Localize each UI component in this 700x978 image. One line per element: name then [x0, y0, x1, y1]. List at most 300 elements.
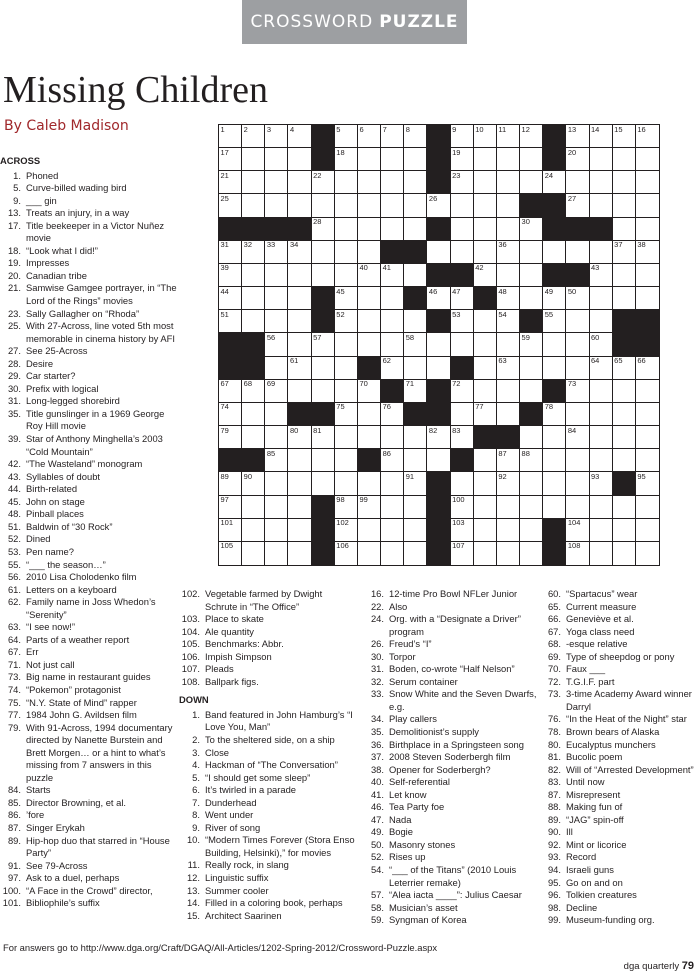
answers-link[interactable]: For answers go to http://www.dga.org/Craft/DGAQ/All-Articles/1202-Spring-2012/Crossword-Puzzle.aspx	[3, 942, 438, 953]
grid-cell[interactable]	[381, 125, 404, 148]
grid-cell[interactable]	[520, 519, 543, 542]
grid-cell[interactable]	[242, 171, 265, 194]
grid-cell[interactable]	[335, 264, 358, 287]
grid-cell[interactable]	[636, 148, 659, 171]
grid-cell[interactable]	[474, 496, 497, 519]
grid-cell[interactable]	[497, 472, 520, 495]
grid-cell[interactable]	[590, 542, 613, 565]
grid-cell[interactable]	[590, 171, 613, 194]
grid-cell[interactable]	[404, 357, 427, 380]
grid-cell[interactable]	[590, 125, 613, 148]
grid-cell[interactable]	[520, 357, 543, 380]
grid-cell[interactable]	[381, 449, 404, 472]
grid-cell[interactable]	[520, 125, 543, 148]
grid-cell[interactable]	[404, 496, 427, 519]
grid-cell[interactable]	[613, 403, 636, 426]
grid-cell[interactable]	[451, 194, 474, 217]
grid-cell[interactable]	[404, 148, 427, 171]
grid-cell[interactable]	[520, 287, 543, 310]
grid-cell[interactable]	[242, 125, 265, 148]
grid-cell[interactable]	[451, 241, 474, 264]
grid-cell[interactable]	[242, 426, 265, 449]
grid-cell[interactable]	[590, 194, 613, 217]
grid-cell[interactable]	[312, 218, 335, 241]
grid-cell[interactable]	[312, 472, 335, 495]
grid-cell[interactable]	[566, 194, 589, 217]
grid-cell[interactable]	[613, 380, 636, 403]
grid-cell[interactable]	[474, 310, 497, 333]
grid-cell[interactable]	[497, 148, 520, 171]
grid-cell[interactable]	[636, 357, 659, 380]
grid-cell[interactable]	[312, 333, 335, 356]
grid-cell[interactable]	[474, 333, 497, 356]
grid-cell[interactable]	[636, 496, 659, 519]
grid-cell[interactable]	[265, 264, 288, 287]
grid-cell[interactable]	[242, 542, 265, 565]
grid-cell[interactable]	[566, 171, 589, 194]
grid-cell[interactable]	[381, 403, 404, 426]
grid-cell[interactable]	[335, 287, 358, 310]
grid-cell[interactable]	[335, 472, 358, 495]
grid-cell[interactable]	[404, 380, 427, 403]
grid-cell[interactable]	[451, 542, 474, 565]
grid-cell[interactable]	[474, 194, 497, 217]
grid-cell[interactable]	[265, 449, 288, 472]
grid-cell[interactable]	[288, 287, 311, 310]
grid-cell[interactable]	[497, 449, 520, 472]
grid-cell[interactable]	[636, 125, 659, 148]
grid-cell[interactable]	[474, 542, 497, 565]
grid-cell[interactable]	[566, 333, 589, 356]
grid-cell[interactable]	[219, 264, 242, 287]
grid-cell[interactable]	[335, 426, 358, 449]
grid-cell[interactable]	[613, 449, 636, 472]
grid-cell[interactable]	[520, 472, 543, 495]
grid-cell[interactable]	[381, 472, 404, 495]
grid-cell[interactable]	[404, 264, 427, 287]
grid-cell[interactable]	[219, 426, 242, 449]
grid-cell[interactable]	[404, 449, 427, 472]
grid-cell[interactable]	[520, 333, 543, 356]
grid-cell[interactable]	[566, 426, 589, 449]
grid-cell[interactable]	[288, 171, 311, 194]
grid-cell[interactable]	[636, 519, 659, 542]
grid-cell[interactable]	[474, 171, 497, 194]
grid-cell[interactable]	[613, 496, 636, 519]
grid-cell[interactable]	[312, 357, 335, 380]
grid-cell[interactable]	[590, 496, 613, 519]
grid-cell[interactable]	[335, 171, 358, 194]
grid-cell[interactable]	[497, 380, 520, 403]
grid-cell[interactable]	[613, 519, 636, 542]
grid-cell[interactable]	[265, 310, 288, 333]
grid-cell[interactable]	[404, 194, 427, 217]
grid-cell[interactable]	[566, 287, 589, 310]
grid-cell[interactable]	[497, 496, 520, 519]
grid-cell[interactable]	[451, 403, 474, 426]
grid-cell[interactable]	[520, 380, 543, 403]
grid-cell[interactable]	[265, 403, 288, 426]
grid-cell[interactable]	[335, 310, 358, 333]
grid-cell[interactable]	[381, 287, 404, 310]
grid-cell[interactable]	[636, 218, 659, 241]
grid-cell[interactable]	[451, 148, 474, 171]
grid-cell[interactable]	[288, 310, 311, 333]
grid-cell[interactable]	[312, 194, 335, 217]
grid-cell[interactable]	[427, 449, 450, 472]
grid-cell[interactable]	[288, 542, 311, 565]
grid-cell[interactable]	[242, 264, 265, 287]
grid-cell[interactable]	[335, 333, 358, 356]
grid-cell[interactable]	[543, 449, 566, 472]
grid-cell[interactable]	[288, 472, 311, 495]
grid-cell[interactable]	[497, 542, 520, 565]
grid-cell[interactable]	[590, 357, 613, 380]
grid-cell[interactable]	[566, 472, 589, 495]
grid-cell[interactable]	[451, 380, 474, 403]
grid-cell[interactable]	[474, 403, 497, 426]
grid-cell[interactable]	[613, 218, 636, 241]
grid-cell[interactable]	[404, 125, 427, 148]
grid-cell[interactable]	[265, 125, 288, 148]
grid-cell[interactable]	[590, 403, 613, 426]
grid-cell[interactable]	[566, 519, 589, 542]
grid-cell[interactable]	[520, 241, 543, 264]
grid-cell[interactable]	[288, 426, 311, 449]
grid-cell[interactable]	[566, 542, 589, 565]
grid-cell[interactable]	[613, 264, 636, 287]
grid-cell[interactable]	[566, 449, 589, 472]
grid-cell[interactable]	[590, 333, 613, 356]
grid-cell[interactable]	[381, 218, 404, 241]
grid-cell[interactable]	[566, 148, 589, 171]
grid-cell[interactable]	[613, 426, 636, 449]
grid-cell[interactable]	[219, 241, 242, 264]
grid-cell[interactable]	[335, 380, 358, 403]
grid-cell[interactable]	[590, 519, 613, 542]
grid-cell[interactable]	[288, 380, 311, 403]
grid-cell[interactable]	[381, 426, 404, 449]
grid-cell[interactable]	[358, 310, 381, 333]
grid-cell[interactable]	[566, 125, 589, 148]
grid-cell[interactable]	[636, 241, 659, 264]
grid-cell[interactable]	[265, 148, 288, 171]
grid-cell[interactable]	[219, 403, 242, 426]
grid-cell[interactable]	[288, 357, 311, 380]
grid-cell[interactable]	[358, 519, 381, 542]
grid-cell[interactable]	[288, 519, 311, 542]
grid-cell[interactable]	[312, 449, 335, 472]
grid-cell[interactable]	[451, 287, 474, 310]
grid-cell[interactable]	[520, 218, 543, 241]
grid-cell[interactable]	[497, 125, 520, 148]
grid-cell[interactable]	[566, 496, 589, 519]
crossword-grid[interactable]	[218, 124, 660, 566]
grid-cell[interactable]	[474, 380, 497, 403]
grid-cell[interactable]	[265, 472, 288, 495]
grid-cell[interactable]	[265, 171, 288, 194]
grid-cell[interactable]	[474, 449, 497, 472]
grid-cell[interactable]	[288, 148, 311, 171]
grid-cell[interactable]	[358, 496, 381, 519]
grid-cell[interactable]	[312, 241, 335, 264]
grid-cell[interactable]	[381, 542, 404, 565]
grid-cell[interactable]	[265, 287, 288, 310]
grid-cell[interactable]	[335, 542, 358, 565]
grid-cell[interactable]	[427, 426, 450, 449]
grid-cell[interactable]	[520, 171, 543, 194]
grid-cell[interactable]	[520, 264, 543, 287]
grid-cell[interactable]	[358, 171, 381, 194]
grid-cell[interactable]	[613, 171, 636, 194]
grid-cell[interactable]	[520, 542, 543, 565]
grid-cell[interactable]	[590, 380, 613, 403]
grid-cell[interactable]	[520, 496, 543, 519]
grid-cell[interactable]	[590, 449, 613, 472]
grid-cell[interactable]	[543, 241, 566, 264]
grid-cell[interactable]	[335, 125, 358, 148]
grid-cell[interactable]	[543, 171, 566, 194]
grid-cell[interactable]	[451, 472, 474, 495]
grid-cell[interactable]	[288, 264, 311, 287]
grid-cell[interactable]	[335, 403, 358, 426]
grid-cell[interactable]	[265, 496, 288, 519]
grid-cell[interactable]	[288, 449, 311, 472]
grid-cell[interactable]	[636, 194, 659, 217]
grid-cell[interactable]	[219, 194, 242, 217]
grid-cell[interactable]	[288, 333, 311, 356]
grid-cell[interactable]	[404, 333, 427, 356]
grid-cell[interactable]	[590, 287, 613, 310]
grid-cell[interactable]	[358, 287, 381, 310]
grid-cell[interactable]	[219, 148, 242, 171]
grid-cell[interactable]	[335, 449, 358, 472]
grid-cell[interactable]	[451, 218, 474, 241]
grid-cell[interactable]	[358, 426, 381, 449]
grid-cell[interactable]	[613, 542, 636, 565]
grid-cell[interactable]	[265, 333, 288, 356]
grid-cell[interactable]	[404, 519, 427, 542]
grid-cell[interactable]	[543, 472, 566, 495]
grid-cell[interactable]	[497, 403, 520, 426]
grid-cell[interactable]	[358, 380, 381, 403]
grid-cell[interactable]	[219, 542, 242, 565]
grid-cell[interactable]	[543, 426, 566, 449]
grid-cell[interactable]	[520, 449, 543, 472]
grid-cell[interactable]	[219, 287, 242, 310]
grid-cell[interactable]	[474, 519, 497, 542]
grid-cell[interactable]	[358, 542, 381, 565]
grid-cell[interactable]	[451, 171, 474, 194]
grid-cell[interactable]	[219, 125, 242, 148]
grid-cell[interactable]	[474, 472, 497, 495]
grid-cell[interactable]	[590, 241, 613, 264]
grid-cell[interactable]	[358, 125, 381, 148]
grid-cell[interactable]	[566, 241, 589, 264]
grid-cell[interactable]	[590, 426, 613, 449]
grid-cell[interactable]	[543, 310, 566, 333]
grid-cell[interactable]	[451, 333, 474, 356]
grid-cell[interactable]	[335, 519, 358, 542]
grid-cell[interactable]	[288, 241, 311, 264]
grid-cell[interactable]	[543, 333, 566, 356]
grid-cell[interactable]	[242, 496, 265, 519]
grid-cell[interactable]	[358, 218, 381, 241]
grid-cell[interactable]	[288, 496, 311, 519]
grid-cell[interactable]	[381, 333, 404, 356]
grid-cell[interactable]	[427, 287, 450, 310]
grid-cell[interactable]	[474, 264, 497, 287]
grid-cell[interactable]	[613, 194, 636, 217]
grid-cell[interactable]	[358, 264, 381, 287]
grid-cell[interactable]	[451, 519, 474, 542]
grid-cell[interactable]	[497, 194, 520, 217]
grid-cell[interactable]	[242, 241, 265, 264]
grid-cell[interactable]	[381, 310, 404, 333]
grid-cell[interactable]	[520, 148, 543, 171]
grid-cell[interactable]	[358, 148, 381, 171]
grid-cell[interactable]	[335, 357, 358, 380]
grid-cell[interactable]	[265, 194, 288, 217]
grid-cell[interactable]	[497, 519, 520, 542]
grid-cell[interactable]	[613, 287, 636, 310]
grid-cell[interactable]	[335, 148, 358, 171]
grid-cell[interactable]	[358, 194, 381, 217]
grid-cell[interactable]	[497, 287, 520, 310]
grid-cell[interactable]	[312, 171, 335, 194]
grid-cell[interactable]	[265, 519, 288, 542]
grid-cell[interactable]	[497, 357, 520, 380]
grid-cell[interactable]	[312, 264, 335, 287]
grid-cell[interactable]	[451, 496, 474, 519]
grid-cell[interactable]	[497, 218, 520, 241]
grid-cell[interactable]	[404, 171, 427, 194]
grid-cell[interactable]	[590, 264, 613, 287]
grid-cell[interactable]	[404, 218, 427, 241]
grid-cell[interactable]	[265, 542, 288, 565]
grid-cell[interactable]	[590, 148, 613, 171]
grid-cell[interactable]	[497, 333, 520, 356]
grid-cell[interactable]	[335, 194, 358, 217]
grid-cell[interactable]	[613, 148, 636, 171]
grid-cell[interactable]	[451, 125, 474, 148]
grid-cell[interactable]	[381, 496, 404, 519]
grid-cell[interactable]	[358, 333, 381, 356]
grid-cell[interactable]	[219, 171, 242, 194]
grid-cell[interactable]	[636, 171, 659, 194]
grid-cell[interactable]	[381, 519, 404, 542]
grid-cell[interactable]	[219, 519, 242, 542]
grid-cell[interactable]	[636, 472, 659, 495]
grid-cell[interactable]	[404, 310, 427, 333]
grid-cell[interactable]	[381, 357, 404, 380]
grid-cell[interactable]	[312, 380, 335, 403]
grid-cell[interactable]	[497, 171, 520, 194]
grid-cell[interactable]	[242, 380, 265, 403]
grid-cell[interactable]	[242, 472, 265, 495]
grid-cell[interactable]	[451, 310, 474, 333]
grid-cell[interactable]	[613, 241, 636, 264]
grid-cell[interactable]	[497, 264, 520, 287]
grid-cell[interactable]	[497, 241, 520, 264]
grid-cell[interactable]	[242, 194, 265, 217]
grid-cell[interactable]	[242, 287, 265, 310]
grid-cell[interactable]	[474, 148, 497, 171]
grid-cell[interactable]	[497, 310, 520, 333]
grid-cell[interactable]	[288, 125, 311, 148]
grid-cell[interactable]	[265, 426, 288, 449]
grid-cell[interactable]	[358, 403, 381, 426]
grid-cell[interactable]	[288, 194, 311, 217]
grid-cell[interactable]	[590, 472, 613, 495]
grid-cell[interactable]	[242, 519, 265, 542]
grid-cell[interactable]	[219, 380, 242, 403]
grid-cell[interactable]	[312, 426, 335, 449]
grid-cell[interactable]	[242, 310, 265, 333]
grid-cell[interactable]	[613, 125, 636, 148]
grid-cell[interactable]	[335, 218, 358, 241]
grid-cell[interactable]	[636, 403, 659, 426]
grid-cell[interactable]	[219, 496, 242, 519]
grid-cell[interactable]	[636, 380, 659, 403]
grid-cell[interactable]	[404, 542, 427, 565]
grid-cell[interactable]	[265, 357, 288, 380]
grid-cell[interactable]	[242, 148, 265, 171]
grid-cell[interactable]	[636, 264, 659, 287]
grid-cell[interactable]	[566, 357, 589, 380]
grid-cell[interactable]	[543, 496, 566, 519]
grid-cell[interactable]	[427, 194, 450, 217]
grid-cell[interactable]	[543, 403, 566, 426]
grid-cell[interactable]	[219, 472, 242, 495]
grid-cell[interactable]	[566, 310, 589, 333]
grid-cell[interactable]	[404, 426, 427, 449]
grid-cell[interactable]	[427, 333, 450, 356]
grid-cell[interactable]	[474, 125, 497, 148]
grid-cell[interactable]	[381, 148, 404, 171]
grid-cell[interactable]	[265, 380, 288, 403]
grid-cell[interactable]	[427, 241, 450, 264]
grid-cell[interactable]	[566, 380, 589, 403]
grid-cell[interactable]	[381, 264, 404, 287]
grid-cell[interactable]	[358, 241, 381, 264]
grid-cell[interactable]	[566, 403, 589, 426]
grid-cell[interactable]	[636, 426, 659, 449]
grid-cell[interactable]	[474, 357, 497, 380]
grid-cell[interactable]	[242, 403, 265, 426]
grid-cell[interactable]	[543, 357, 566, 380]
grid-cell[interactable]	[265, 241, 288, 264]
grid-cell[interactable]	[381, 171, 404, 194]
grid-cell[interactable]	[219, 310, 242, 333]
grid-cell[interactable]	[474, 241, 497, 264]
grid-cell[interactable]	[358, 472, 381, 495]
grid-cell[interactable]	[543, 287, 566, 310]
grid-cell[interactable]	[636, 542, 659, 565]
grid-cell[interactable]	[381, 194, 404, 217]
grid-cell[interactable]	[335, 241, 358, 264]
grid-cell[interactable]	[613, 357, 636, 380]
grid-cell[interactable]	[335, 496, 358, 519]
grid-cell[interactable]	[427, 357, 450, 380]
grid-cell[interactable]	[404, 472, 427, 495]
grid-cell[interactable]	[451, 426, 474, 449]
grid-cell[interactable]	[636, 449, 659, 472]
grid-cell[interactable]	[590, 310, 613, 333]
grid-cell[interactable]	[474, 218, 497, 241]
grid-cell[interactable]	[636, 287, 659, 310]
grid-cell[interactable]	[520, 426, 543, 449]
